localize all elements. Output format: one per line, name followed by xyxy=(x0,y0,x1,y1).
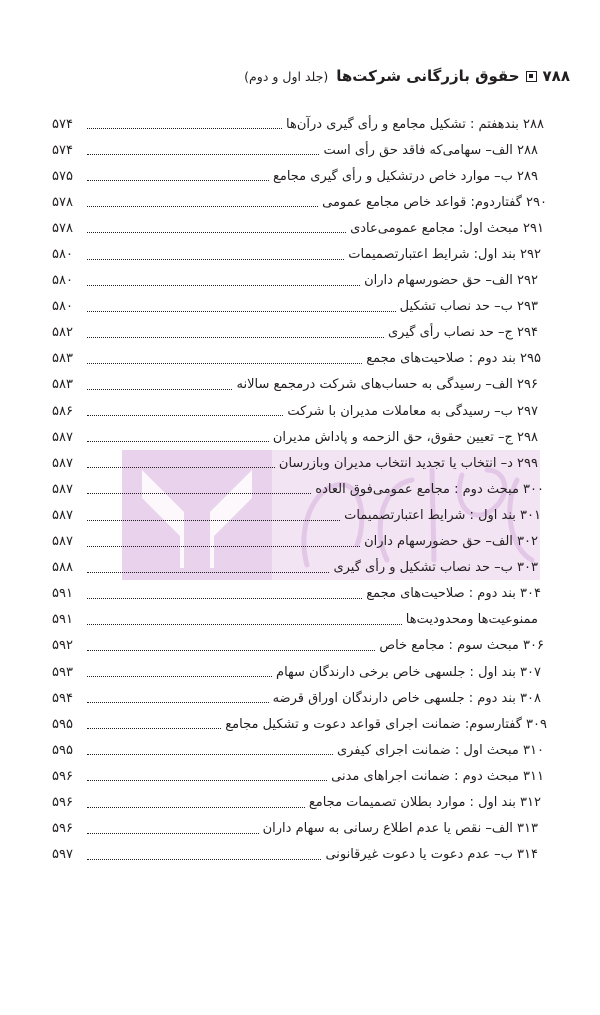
toc-entry-number: ۲۹۶ xyxy=(517,377,538,393)
toc-entry[interactable] xyxy=(52,555,560,581)
toc-entry[interactable] xyxy=(52,581,560,607)
toc-entry-label: الف– حق حضورسهام داران xyxy=(364,534,513,550)
toc-entry-title xyxy=(321,143,538,158)
book-title: حقوق بازرگانی شرکت‌ها xyxy=(336,67,520,85)
toc-entry-label: مبحث سوم : مجامع خاص xyxy=(379,638,519,654)
toc-entry-label: ج– حد نصاب رأی گیری xyxy=(388,325,513,341)
toc-entry-title xyxy=(377,638,544,653)
page-number: ۷۸۸ xyxy=(542,67,570,85)
toc-entry-number: ۳۱۱ xyxy=(523,768,544,784)
toc-entry-label: د– انتخاب یا تجدید انتخاب مدیران وبازرسان xyxy=(278,455,513,471)
toc-entry-title xyxy=(223,717,547,732)
toc-entry-number: ۳۰۴ xyxy=(520,586,541,602)
toc-entry[interactable] xyxy=(52,189,560,215)
toc-entry[interactable] xyxy=(52,816,560,842)
toc-entry-label: مبحث اول : ضمانت اجرای کیفری xyxy=(336,742,519,758)
toc-entry[interactable] xyxy=(52,529,560,555)
toc-entry-label: الف– سهامی‌که فاقد حق رأی است xyxy=(323,142,513,158)
toc-entry-label: الف– رسیدگی به حساب‌های شرکت درمجمع سالانه xyxy=(236,377,513,393)
dot-leader xyxy=(87,362,362,364)
toc-entry-label: ب– رسیدگی به معاملات مدیران با شرکت xyxy=(287,403,513,419)
dot-leader xyxy=(87,545,360,547)
dot-leader xyxy=(87,414,283,416)
toc-entry-number: ۲۸۸ xyxy=(517,142,538,158)
toc-entry-label: ب– حد نصاب تشکیل و رأی گیری xyxy=(333,560,513,576)
toc-entry-number: ۳۱۳ xyxy=(517,821,538,837)
toc-entry-page: ۵۸۷ xyxy=(52,455,73,471)
toc-entry[interactable] xyxy=(52,450,560,476)
toc-entry[interactable] xyxy=(52,372,560,398)
toc-entry-title xyxy=(271,169,538,184)
toc-entry-number: ۲۹۱ xyxy=(523,220,544,236)
toc-entry-label: مبحث دوم : مجامع عمومی‌فوق العاده xyxy=(315,481,519,497)
toc-entry[interactable] xyxy=(52,607,560,633)
toc-entry-label: مبحث اول: مجامع عمومی‌عادی xyxy=(350,220,519,236)
toc-entry-label: گفتاردوم: قواعد خاص مجامع عمومی xyxy=(322,194,522,210)
book-subtitle: (جلد اول و دوم) xyxy=(244,68,329,84)
toc-entry-label: بند اول : موارد بطلان تصمیمات مجامع xyxy=(308,794,516,810)
dot-leader xyxy=(87,336,384,338)
toc-entry-number: ۳۰۷ xyxy=(520,664,541,680)
toc-entry-number: ۳۰۸ xyxy=(520,690,541,706)
toc-entry-title xyxy=(284,117,544,132)
toc-entry-page: ۵۷۸ xyxy=(52,194,73,210)
toc-entry-title xyxy=(331,560,538,575)
toc-entry-label: بندهفتم : تشکیل مجامع و رأی گیری درآن‌ها xyxy=(286,116,519,132)
toc-entry-number: ۳۰۲ xyxy=(517,534,538,550)
square-bullet-icon xyxy=(526,71,537,82)
toc-entry-title xyxy=(271,430,538,445)
toc-entry[interactable] xyxy=(52,685,560,711)
toc-entry[interactable] xyxy=(52,268,560,294)
toc-entry-page: ۵۸۸ xyxy=(52,560,73,576)
toc-entry-number: ۲۸۸ xyxy=(523,116,544,132)
toc-entry-page: ۵۹۱ xyxy=(52,586,73,602)
toc-entry[interactable] xyxy=(52,137,560,163)
toc-entry-label: ب– موارد خاص درتشکیل و رأی گیری مجامع xyxy=(272,168,513,184)
toc-entry-page: ۵۹۶ xyxy=(52,768,73,784)
toc-entry-page: ۵۸۷ xyxy=(52,429,73,445)
toc-entry-label: گفتارسوم: ضمانت اجرای قواعد دعوت و تشکیل مجامع xyxy=(225,716,522,732)
toc-entry-title xyxy=(398,299,538,314)
toc-entry-page: ۵۸۳ xyxy=(52,377,73,393)
dot-leader xyxy=(87,205,318,207)
toc-entry[interactable] xyxy=(52,737,560,763)
toc-entry-title xyxy=(285,404,538,419)
toc-entry-number: ۲۹۷ xyxy=(517,403,538,419)
dot-leader xyxy=(87,832,259,834)
toc-entry-page: ۵۹۱ xyxy=(52,612,73,628)
dot-leader xyxy=(87,231,346,233)
toc-entry-label: الف– حق حضورسهام داران xyxy=(364,273,513,289)
toc-entry-number: ۲۹۳ xyxy=(517,299,538,315)
toc-entry-number: ۳۱۲ xyxy=(520,794,541,810)
dot-leader xyxy=(87,571,329,573)
toc-entry-page: ۵۸۷ xyxy=(52,534,73,550)
dot-leader xyxy=(87,858,321,860)
toc-entry-label: بند اول : شرایط اعتبارتصمیمات xyxy=(344,507,516,523)
toc-entry-label: ب– حد نصاب تشکیل xyxy=(399,299,513,315)
toc-entry[interactable] xyxy=(52,398,560,424)
toc-entry-title xyxy=(323,847,538,862)
toc-entry-page: ۵۸۶ xyxy=(52,403,73,419)
dot-leader xyxy=(87,519,340,521)
toc-entry-label: ممنوعیت‌ها ومحدودیت‌ها xyxy=(405,612,538,628)
toc-entry-label: بند دوم : صلاحیت‌های مجمع xyxy=(366,351,516,367)
table-of-contents xyxy=(52,111,560,868)
toc-entry[interactable] xyxy=(52,294,560,320)
toc-entry[interactable] xyxy=(52,711,560,737)
dot-leader xyxy=(87,179,269,181)
dot-leader xyxy=(87,258,344,260)
toc-entry-page: ۵۸۰ xyxy=(52,273,73,289)
toc-entry-label: بند دوم : صلاحیت‌های مجمع xyxy=(366,586,516,602)
toc-entry-page: ۵۷۴ xyxy=(52,142,73,158)
toc-entry-page: ۵۸۲ xyxy=(52,325,73,341)
dot-leader xyxy=(87,701,269,703)
toc-entry-title xyxy=(346,247,541,262)
toc-entry-number: ۲۹۰ xyxy=(526,194,547,210)
toc-entry-label: بند اول: شرایط اعتبارتصمیمات xyxy=(348,247,516,263)
toc-entry-number: ۳۰۹ xyxy=(526,716,547,732)
toc-entry-label: مبحث دوم : ضمانت اجراهای مدنی xyxy=(331,768,519,784)
toc-entry-number: ۳۱۰ xyxy=(523,742,544,758)
toc-entry[interactable] xyxy=(52,241,560,267)
toc-entry-page: ۵۷۵ xyxy=(52,168,73,184)
toc-entry[interactable] xyxy=(52,424,560,450)
toc-entry[interactable] xyxy=(52,476,560,502)
toc-entry-page: ۵۸۷ xyxy=(52,481,73,497)
toc-entry[interactable] xyxy=(52,346,560,372)
toc-entry-number: ۳۰۶ xyxy=(523,638,544,654)
dot-leader xyxy=(87,623,402,625)
dot-leader xyxy=(87,127,282,129)
toc-entry-title xyxy=(362,534,538,549)
toc-entry-title xyxy=(261,821,538,836)
toc-entry-number: ۲۹۴ xyxy=(517,325,538,341)
toc-entry-page: ۵۷۴ xyxy=(52,116,73,132)
dot-leader xyxy=(87,440,269,442)
toc-entry-page: ۵۸۰ xyxy=(52,247,73,263)
dot-leader xyxy=(87,779,327,781)
toc-entry-page: ۵۹۲ xyxy=(52,638,73,654)
toc-entry[interactable] xyxy=(52,111,560,137)
toc-entry-title xyxy=(362,273,538,288)
dot-leader xyxy=(87,466,275,468)
dot-leader xyxy=(87,310,396,312)
toc-entry-page: ۵۸۰ xyxy=(52,299,73,315)
toc-entry[interactable] xyxy=(52,659,560,685)
toc-entry-label: ج– تعیین حقوق، حق الزحمه و پاداش مدیران xyxy=(272,429,513,445)
toc-entry-label: ب– عدم دعوت یا دعوت غیرقانونی xyxy=(325,847,513,863)
toc-entry-page: ۵۸۳ xyxy=(52,351,73,367)
toc-entry[interactable] xyxy=(52,763,560,789)
toc-entry-title xyxy=(329,769,544,784)
toc-entry-label: الف– نقص یا عدم اطلاع رسانی به سهام داران xyxy=(262,821,513,837)
dot-leader xyxy=(87,649,375,651)
toc-entry-title xyxy=(271,691,541,706)
toc-entry-number: ۲۹۲ xyxy=(520,247,541,263)
toc-entry-title xyxy=(313,482,544,497)
toc-entry-title xyxy=(386,325,538,340)
dot-leader xyxy=(87,675,272,677)
toc-entry-title xyxy=(274,665,541,680)
toc-entry[interactable] xyxy=(52,163,560,189)
toc-entry-title xyxy=(348,221,544,236)
toc-entry-title xyxy=(277,456,538,471)
dot-leader xyxy=(87,492,311,494)
toc-entry-label: بند اول : جلسهی خاص برخی دارندگان سهام xyxy=(276,664,516,680)
dot-leader xyxy=(87,806,305,808)
toc-entry-page: ۵۹۶ xyxy=(52,794,73,810)
toc-entry[interactable] xyxy=(52,789,560,815)
toc-entry-number: ۲۸۹ xyxy=(517,168,538,184)
toc-entry[interactable] xyxy=(52,215,560,241)
toc-entry[interactable] xyxy=(52,842,560,868)
toc-entry-title xyxy=(342,508,541,523)
dot-leader xyxy=(87,727,221,729)
toc-entry-number: ۳۱۴ xyxy=(517,847,538,863)
dot-leader xyxy=(87,153,319,155)
toc-entry-page: ۵۹۷ xyxy=(52,847,73,863)
toc-entry-title xyxy=(307,795,541,810)
toc-entry-title xyxy=(335,743,544,758)
toc-entry-title xyxy=(364,351,541,366)
toc-entry-number: ۲۹۲ xyxy=(517,273,538,289)
toc-entry-label: بند دوم : جلسهی خاص دارندگان اوراق قرضه xyxy=(272,690,516,706)
toc-entry-title xyxy=(364,586,541,601)
toc-entry-page: ۵۸۷ xyxy=(52,507,73,523)
running-head xyxy=(244,64,570,88)
toc-entry-number: ۲۹۸ xyxy=(517,429,538,445)
toc-entry-title xyxy=(320,195,547,210)
toc-entry-number: ۲۹۵ xyxy=(520,351,541,367)
toc-entry-number: ۳۰۱ xyxy=(520,507,541,523)
dot-leader xyxy=(87,284,360,286)
dot-leader xyxy=(87,597,362,599)
toc-entry-title xyxy=(404,612,538,627)
toc-entry-page: ۵۹۳ xyxy=(52,664,73,680)
toc-entry-page: ۵۹۵ xyxy=(52,716,73,732)
toc-entry[interactable] xyxy=(52,502,560,528)
toc-entry-number: ۲۹۹ xyxy=(517,455,538,471)
toc-entry[interactable] xyxy=(52,320,560,346)
toc-entry-page: ۵۹۶ xyxy=(52,821,73,837)
toc-entry-page: ۵۹۴ xyxy=(52,690,73,706)
toc-entry-page: ۵۷۸ xyxy=(52,220,73,236)
toc-entry-title xyxy=(234,377,538,392)
toc-entry-page: ۵۹۵ xyxy=(52,742,73,758)
toc-entry[interactable] xyxy=(52,633,560,659)
toc-entry-number: ۳۰۳ xyxy=(517,560,538,576)
dot-leader xyxy=(87,753,333,755)
dot-leader xyxy=(87,388,232,390)
toc-entry-number: ۳۰۰ xyxy=(523,481,544,497)
